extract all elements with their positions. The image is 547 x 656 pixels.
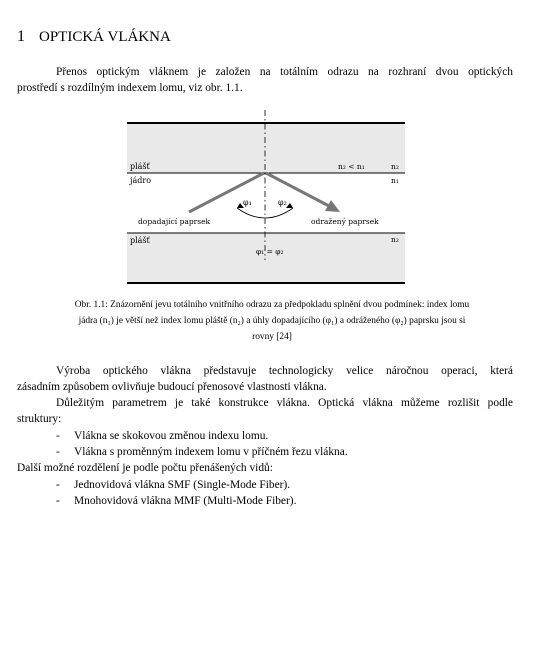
paragraph2-line-2: zásadním způsobem ovlivňuje budoucí přenosové vlastnosti vlákna.: [17, 381, 327, 393]
label-cladding-top: plášť: [130, 162, 150, 171]
list-dash: -: [56, 430, 60, 442]
list-item-text: Vlákna s proměnným indexem lomu v příčném řezu vlákna.: [74, 446, 348, 458]
label-phi1: φ₁: [243, 198, 252, 207]
paragraph4: Další možné rozdělení je podle počtu přenášených vidů:: [17, 462, 273, 474]
label-core: jádro: [130, 176, 152, 185]
cladding-bottom-band: [127, 233, 405, 283]
intro-line-2: prostředí s rozdílným indexem lomu, viz obr. 1.1.: [17, 82, 243, 94]
chapter-number: 1: [17, 28, 25, 45]
intro-line-1: Přenos optickým vláknem je založen na totálním odrazu na rozhraní dvou optických: [56, 66, 513, 78]
list-item-text: Jednovidová vlákna SMF (Single-Mode Fiber).: [74, 479, 291, 491]
paragraph3-line-2: struktury:: [17, 413, 62, 425]
label-cladding-bottom: plášť: [130, 236, 150, 245]
figure-caption-line-1: Obr. 1.1: Znázornění jevu totálního vnitřního odrazu za předpokladu splnění dvou podmínek: index lomu: [74, 300, 470, 310]
label-index-condition: n₂ < n₁: [338, 162, 365, 171]
paragraph3-line-1: Důležitým parametrem je také konstrukce vlákna. Optická vlákna můžeme rozlišit podle: [56, 397, 513, 409]
label-n2-bottom: n₂: [391, 235, 399, 244]
label-incident-ray: dopadající paprsek: [138, 217, 211, 226]
label-angle-equality: φ₁ = φ₂: [256, 247, 284, 256]
list-dash: -: [56, 479, 60, 491]
list-dash: -: [56, 446, 60, 458]
figure-caption-line-3: rovny [24]: [252, 332, 292, 342]
incident-ray: [189, 173, 264, 212]
figure-caption-line-2: jádra (n₁) je větší než index lomu pláště (n₂) a úhly dopadajícího (φ₁) a odráženého (φ₂) paprsku jsou si: [78, 316, 466, 326]
label-reflected-ray: odražený paprsek: [311, 217, 379, 226]
total-internal-reflection-figure: [127, 110, 405, 286]
angle-arc-right-arrow: [286, 203, 293, 208]
list-item-text: Vlákna se skokovou změnou indexu lomu.: [74, 430, 269, 442]
label-n2-top: n₂: [391, 162, 399, 171]
label-n1: n₁: [391, 176, 399, 185]
list-item-text: Mnohovidová vlákna MMF (Multi-Mode Fiber).: [74, 495, 297, 507]
chapter-heading: [17, 28, 171, 46]
chapter-title: OPTICKÁ VLÁKNA: [39, 29, 171, 45]
paragraph2-line-1: Výroba optického vlákna představuje technologicky velice náročnou operaci, která: [56, 365, 513, 377]
reflected-ray: [266, 173, 329, 206]
label-phi2: φ₂: [278, 198, 287, 207]
list-dash: -: [56, 495, 60, 507]
